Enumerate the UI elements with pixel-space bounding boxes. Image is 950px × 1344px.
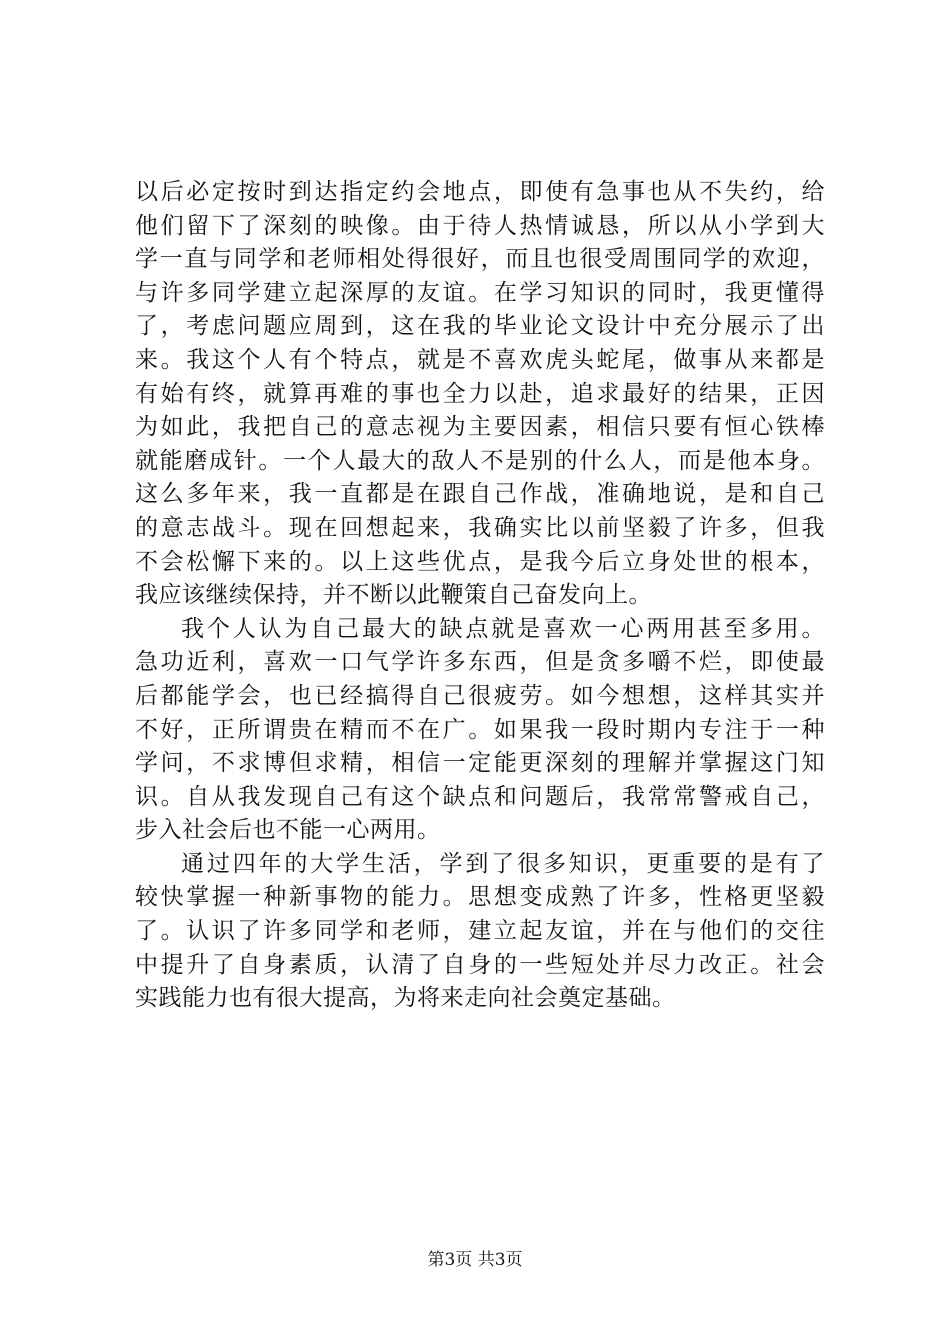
text-line: 这么多年来，我一直都是在跟自己作战，准确地说，是和自己 (135, 481, 825, 508)
text-line: 了，考虑问题应周到，这在我的毕业论文设计中充分展示了出 (135, 313, 825, 340)
text-line: 中提升了自身素质，认清了自身的一些短处并尽力改正。社会 (135, 951, 825, 978)
text-line: 步入社会后也不能一心两用。 (135, 817, 441, 844)
text-line: 识。自从我发现自己有这个缺点和问题后，我常常警戒自己， (135, 783, 825, 810)
document-body (135, 176, 825, 1016)
text-line: 为如此，我把自己的意志视为主要因素，相信只要有恒心铁棒 (135, 414, 825, 441)
text-line: 的意志战斗。现在回想起来，我确实比以前坚毅了许多，但我 (135, 514, 825, 541)
text-line: 后都能学会，也已经搞得自己很疲劳。如今想想，这样其实并 (135, 682, 825, 709)
text-line: 了。认识了许多同学和老师，建立起友谊，并在与他们的交往 (135, 918, 825, 945)
paragraph (135, 848, 825, 1016)
text-line: 就能磨成针。一个人最大的敌人不是别的什么人，而是他本身。 (135, 447, 825, 474)
text-line: 学一直与同学和老师相处得很好，而且也很受周围同学的欢迎， (135, 246, 825, 273)
text-line: 我应该继续保持，并不断以此鞭策自己奋发向上。 (135, 582, 652, 609)
paragraph (135, 613, 825, 848)
paragraph (135, 176, 825, 613)
text-line: 以后必定按时到达指定约会地点，即使有急事也从不失约，给 (135, 179, 825, 205)
text-line: 与许多同学建立起深厚的友谊。在学习知识的同时，我更懂得 (135, 279, 825, 306)
text-line: 不好，正所谓贵在精而不在广。如果我一段时期内专注于一种 (135, 716, 825, 743)
text-line: 实践能力也有很大提高，为将来走向社会奠定基础。 (135, 985, 676, 1012)
text-line: 较快掌握一种新事物的能力。思想变成熟了许多，性格更坚毅 (135, 884, 825, 911)
text-line: 来。我这个人有个特点，就是不喜欢虎头蛇尾，做事从来都是 (135, 346, 825, 373)
text-line: 我个人认为自己最大的缺点就是喜欢一心两用甚至多用。 (181, 615, 825, 642)
text-line: 不会松懈下来的。以上这些优点，是我今后立身处世的根本， (135, 548, 825, 575)
text-line: 有始有终，就算再难的事也全力以赴，追求最好的结果，正因 (135, 380, 825, 407)
text-line: 学问，不求博但求精，相信一定能更深刻的理解并掌握这门知 (135, 750, 825, 777)
text-line: 急功近利，喜欢一口气学许多东西，但是贪多嚼不烂，即使最 (135, 649, 825, 676)
text-line: 通过四年的大学生活，学到了很多知识，更重要的是有了 (181, 850, 825, 877)
page-number-footer: 第3页 共3页 (427, 1250, 523, 1270)
text-line: 他们留下了深刻的映像。由于待人热情诚恳，所以从小学到大 (135, 212, 825, 239)
